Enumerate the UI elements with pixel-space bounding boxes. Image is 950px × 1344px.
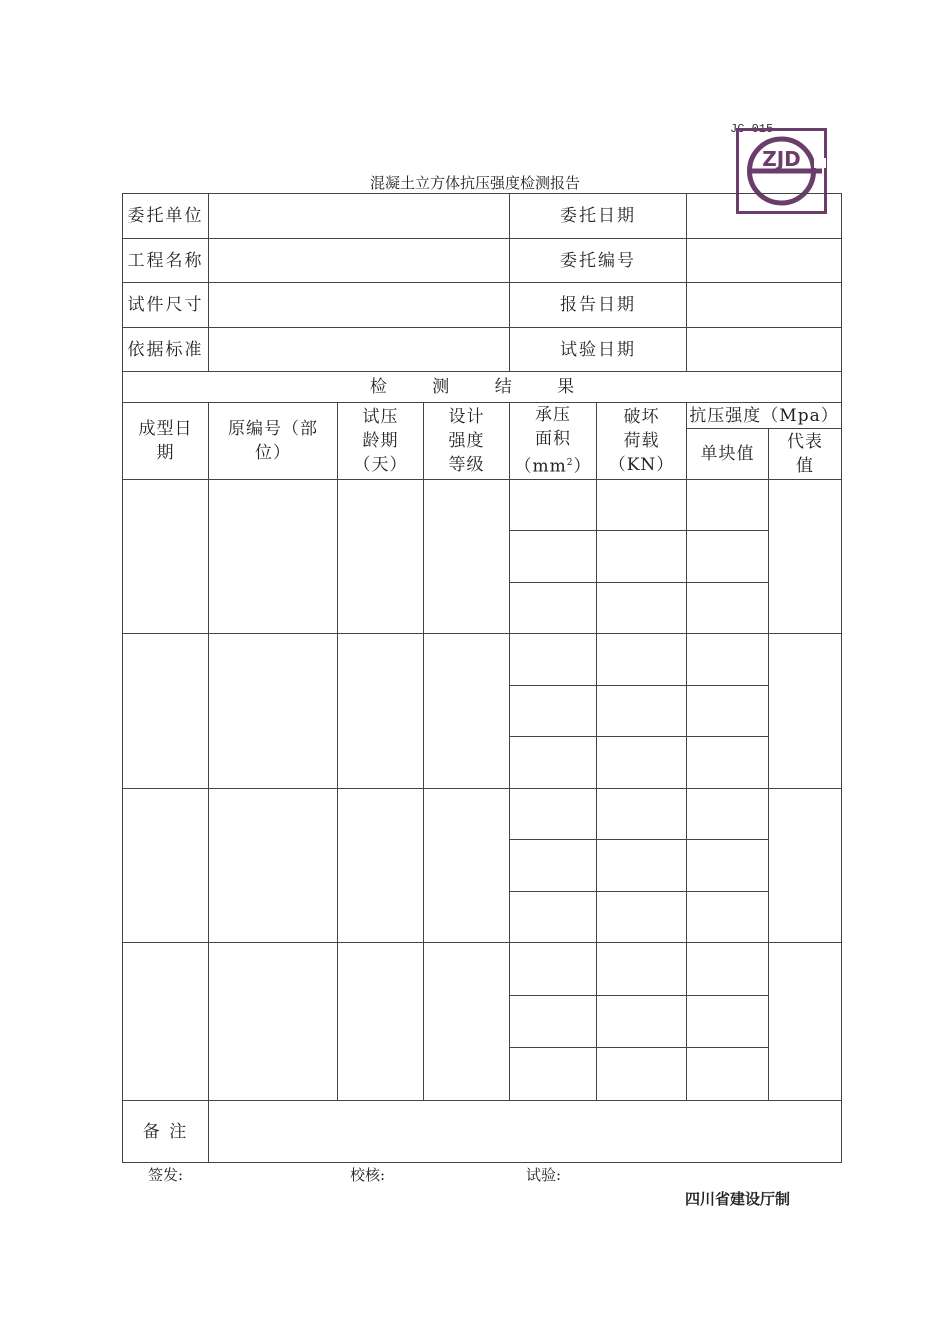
form-code: JC-015 (730, 122, 774, 136)
cast-date-cell[interactable] (123, 943, 209, 1101)
col-area-line3-post: ） (573, 456, 592, 477)
col-orig-no-line2: 位） (255, 443, 291, 463)
single-value-cell[interactable] (687, 531, 769, 583)
info-row-1 (123, 194, 842, 239)
single-value-cell[interactable] (687, 480, 769, 531)
col-age-line2: 龄期 (362, 431, 399, 451)
test-date-field[interactable] (687, 328, 842, 372)
single-value-cell[interactable] (687, 1048, 769, 1101)
representative-cell[interactable] (769, 634, 842, 789)
age-cell[interactable] (338, 943, 424, 1101)
info-row-4 (123, 328, 842, 372)
info-row-3 (123, 283, 842, 328)
check-label: 校核: (350, 1166, 386, 1184)
remarks-row (123, 1101, 842, 1163)
area-cell[interactable] (510, 583, 597, 634)
representative-cell[interactable] (769, 480, 842, 634)
area-cell[interactable] (510, 892, 597, 943)
area-cell[interactable] (510, 737, 597, 789)
single-value-cell[interactable] (687, 737, 769, 789)
test-label: 试验: (526, 1166, 562, 1184)
col-load-line3: （KN） (608, 455, 675, 475)
section-row (123, 372, 842, 403)
age-cell[interactable] (338, 634, 424, 789)
load-cell[interactable] (597, 583, 687, 634)
test-date-label: 试验日期 (510, 328, 687, 372)
specimen-size-field[interactable] (209, 283, 510, 328)
col-age-line3: （天） (353, 455, 408, 475)
col-area-line1: 承压 (535, 405, 572, 426)
load-cell[interactable] (597, 1048, 687, 1101)
table-row (123, 789, 842, 840)
cast-date-cell[interactable] (123, 634, 209, 789)
single-value-cell[interactable] (687, 686, 769, 737)
standard-field[interactable] (209, 328, 510, 372)
load-cell[interactable] (597, 789, 687, 840)
col-orig-no-line1: 原编号（部 (228, 419, 318, 439)
commission-no-label: 委托编号 (510, 239, 687, 283)
col-load (597, 403, 687, 480)
commission-date-field[interactable] (687, 194, 842, 239)
area-cell[interactable] (510, 943, 597, 996)
table-row (123, 943, 842, 996)
col-area-line2: 面积 (535, 429, 572, 450)
commission-no-field[interactable] (687, 239, 842, 283)
single-value-cell[interactable] (687, 583, 769, 634)
specimen-size-label: 试件尺寸 (123, 283, 209, 328)
grade-cell[interactable] (424, 943, 510, 1101)
standard-label: 依据标准 (123, 328, 209, 372)
representative-cell[interactable] (769, 943, 842, 1101)
table-row (123, 634, 842, 686)
results-section-title: 检 测 结 果 (123, 372, 842, 403)
table-row (123, 480, 842, 531)
single-value-cell[interactable] (687, 996, 769, 1048)
single-value-cell[interactable] (687, 789, 769, 840)
col-grade-line1: 设计 (448, 407, 485, 427)
commission-date-label: 委托日期 (510, 194, 687, 239)
grade-cell[interactable] (424, 789, 510, 943)
area-cell[interactable] (510, 686, 597, 737)
report-date-field[interactable] (687, 283, 842, 328)
area-cell[interactable] (510, 996, 597, 1048)
col-representative (769, 429, 842, 480)
col-age-line1: 试压 (362, 407, 399, 427)
project-label: 工程名称 (123, 239, 209, 283)
col-rep-line1: 代表 (787, 432, 824, 452)
report-date-label: 报告日期 (510, 283, 687, 328)
orig-no-cell[interactable] (209, 943, 338, 1101)
col-load-line1: 破坏 (623, 407, 660, 427)
orig-no-cell[interactable] (209, 480, 338, 634)
area-cell[interactable] (510, 1048, 597, 1101)
col-cast-date-line1: 成型日 (138, 419, 193, 439)
remarks-label: 备 注 (123, 1101, 209, 1163)
client-field[interactable] (209, 194, 510, 239)
area-cell[interactable] (510, 840, 597, 892)
age-cell[interactable] (338, 480, 424, 634)
remarks-field[interactable] (209, 1101, 842, 1163)
age-cell[interactable] (338, 789, 424, 943)
logo-mask (814, 158, 826, 168)
project-field[interactable] (209, 239, 510, 283)
grade-cell[interactable] (424, 480, 510, 634)
area-cell[interactable] (510, 634, 597, 686)
col-grade-line3: 等级 (448, 455, 485, 475)
col-area-line3-sup: 2 (566, 458, 574, 469)
logo-text: ZJD (762, 147, 801, 171)
report-table (122, 193, 842, 1163)
single-value-cell[interactable] (687, 840, 769, 892)
col-strength: 抗压强度（Mpa） (687, 403, 842, 429)
load-cell[interactable] (597, 737, 687, 789)
col-load-line2: 荷载 (623, 431, 660, 451)
single-value-cell[interactable] (687, 892, 769, 943)
load-cell[interactable] (597, 686, 687, 737)
cast-date-cell[interactable] (123, 480, 209, 634)
col-grade-line2: 强度 (448, 431, 485, 451)
issuer-text: 四川省建设厅制 (685, 1190, 791, 1208)
col-rep-line2: 值 (796, 456, 815, 476)
load-cell[interactable] (597, 996, 687, 1048)
representative-cell[interactable] (769, 789, 842, 943)
info-row-2 (123, 239, 842, 283)
load-cell[interactable] (597, 840, 687, 892)
grade-cell[interactable] (424, 634, 510, 789)
load-cell[interactable] (597, 480, 687, 531)
cast-date-cell[interactable] (123, 789, 209, 943)
area-cell[interactable] (510, 531, 597, 583)
report-title: 混凝土立方体抗压强度检测报告 (369, 174, 580, 192)
col-area-line3-pre: （mm (514, 456, 567, 477)
area-cell[interactable] (510, 480, 597, 531)
client-label: 委托单位 (123, 194, 209, 239)
load-cell[interactable] (597, 634, 687, 686)
col-grade (424, 403, 510, 480)
col-cast-date (123, 403, 209, 480)
load-cell[interactable] (597, 943, 687, 996)
single-value-cell[interactable] (687, 634, 769, 686)
col-cast-date-line2: 期 (156, 443, 175, 463)
orig-no-cell[interactable] (209, 634, 338, 789)
load-cell[interactable] (597, 531, 687, 583)
col-age (338, 403, 424, 480)
col-area (510, 403, 597, 480)
area-cell[interactable] (510, 789, 597, 840)
single-value-cell[interactable] (687, 943, 769, 996)
sign-label: 签发: (148, 1166, 184, 1184)
col-single-value: 单块值 (687, 429, 769, 480)
col-orig-no (209, 403, 338, 480)
load-cell[interactable] (597, 892, 687, 943)
orig-no-cell[interactable] (209, 789, 338, 943)
column-header-row-1 (123, 403, 842, 429)
